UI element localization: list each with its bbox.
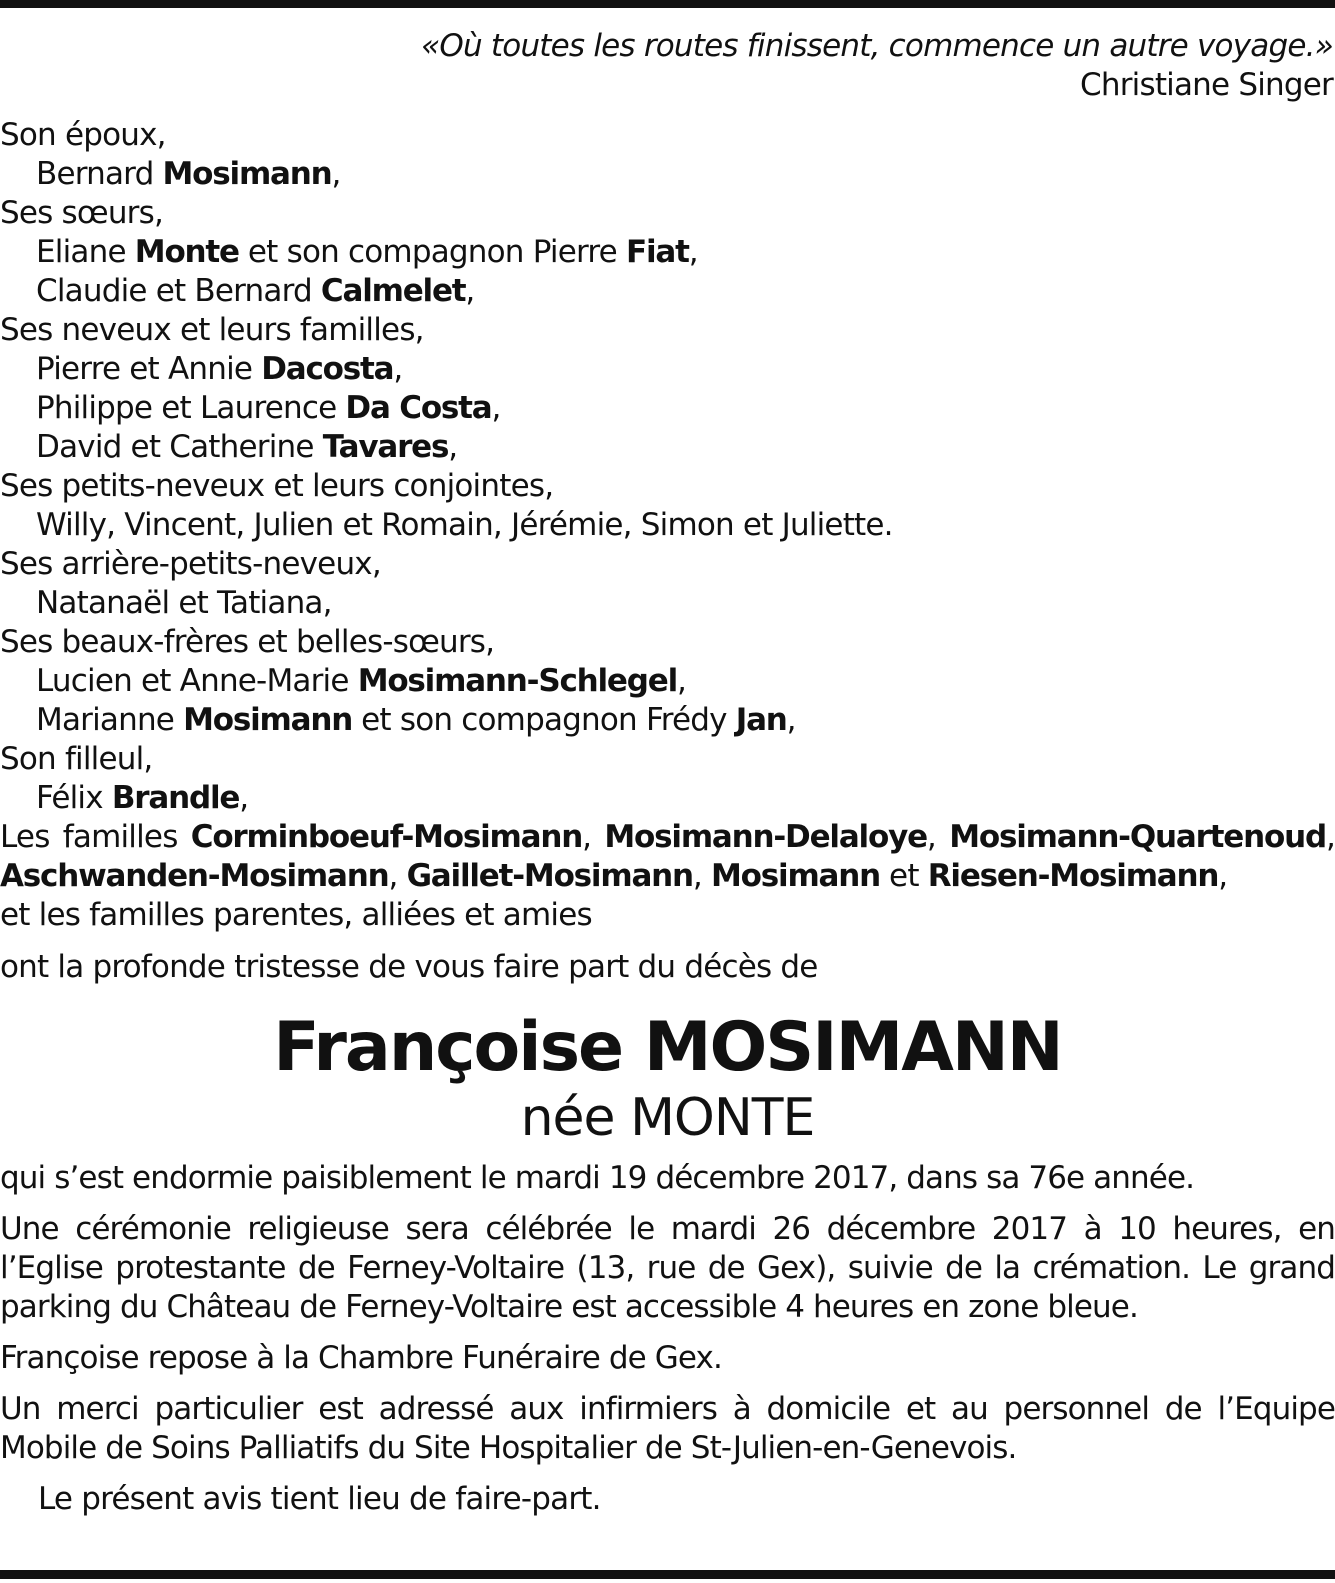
nephew-line-3: David et Catherine Tavares, xyxy=(36,429,458,465)
families-line-1: Les familles Corminboeuf-Mosimann, Mosimann-Delaloye, Mosimann-Quartenoud, xyxy=(0,819,1335,855)
epigraph-author: Christiane Singer xyxy=(1080,67,1333,103)
death-paragraph: qui s’est endormie paisiblement le mardi 19 décembre 2017, dans sa 76e année. xyxy=(0,1160,1195,1196)
spouse-line: Bernard Mosimann, xyxy=(36,156,341,192)
grandnephews-line: Willy, Vincent, Julien et Romain, Jérémie, Simon et Juliette. xyxy=(36,507,893,543)
top-rule xyxy=(0,0,1335,8)
sister-line-2: Claudie et Bernard Calmelet, xyxy=(36,273,475,309)
deceased-maiden-name: née MONTE xyxy=(520,1088,815,1148)
announcement-line: ont la profonde tristesse de vous faire part du décès de xyxy=(0,949,818,985)
nephews-heading: Ses neveux et leurs familles, xyxy=(0,312,424,348)
epigraph-quote: «Où toutes les routes finissent, commence un autre voyage.» xyxy=(421,28,1333,64)
godson-line: Félix Brandle, xyxy=(36,780,249,816)
bottom-rule xyxy=(0,1570,1335,1579)
inlaw-line-2: Marianne Mosimann et son compagnon Frédy Jan, xyxy=(36,702,796,738)
greatgrandnephews-line: Natanaël et Tatiana, xyxy=(36,585,332,621)
inlaws-heading: Ses beaux-frères et belles-sœurs, xyxy=(0,624,495,660)
rest-paragraph: Françoise repose à la Chambre Funéraire de Gex. xyxy=(0,1340,722,1376)
spouse-heading: Son époux, xyxy=(0,117,166,153)
obituary-notice xyxy=(0,27,1335,1519)
families-line-3: et les familles parentes, alliées et amies xyxy=(0,897,592,933)
sister-line-1: Eliane Monte et son compagnon Pierre Fiat, xyxy=(36,234,698,270)
grandnephews-heading: Ses petits-neveux et leurs conjointes, xyxy=(0,468,554,504)
ceremony-paragraph: Une cérémonie religieuse sera célébrée le mardi 26 décembre 2017 à 10 heures, en l’Eglise protestante de Ferney-Voltaire (13, rue de Gex), suivie de la crémation. Le grand parking du Château de Ferney-Voltaire est accessible 4 heures en zone bleue. xyxy=(0,1211,1335,1325)
deceased-name: Françoise MOSIMANN xyxy=(273,1008,1062,1087)
godson-heading: Son filleul, xyxy=(0,741,153,777)
nephew-line-1: Pierre et Annie Dacosta, xyxy=(36,351,403,387)
thanks-paragraph: Un merci particulier est adressé aux infirmiers à domicile et au personnel de l’Equipe Mobile de Soins Palliatifs du Site Hospitalier de St-Julien-en-Genevois. xyxy=(0,1391,1335,1466)
families-line-2: Aschwanden-Mosimann, Gaillet-Mosimann, Mosimann et Riesen-Mosimann, xyxy=(0,858,1228,894)
inlaw-line-1: Lucien et Anne-Marie Mosimann-Schlegel, xyxy=(36,663,687,699)
sisters-heading: Ses sœurs, xyxy=(0,195,164,231)
nephew-line-2: Philippe et Laurence Da Costa, xyxy=(36,390,501,426)
greatgrandnephews-heading: Ses arrière-petits-neveux, xyxy=(0,546,381,582)
notice-paragraph: Le présent avis tient lieu de faire-part. xyxy=(38,1481,601,1517)
